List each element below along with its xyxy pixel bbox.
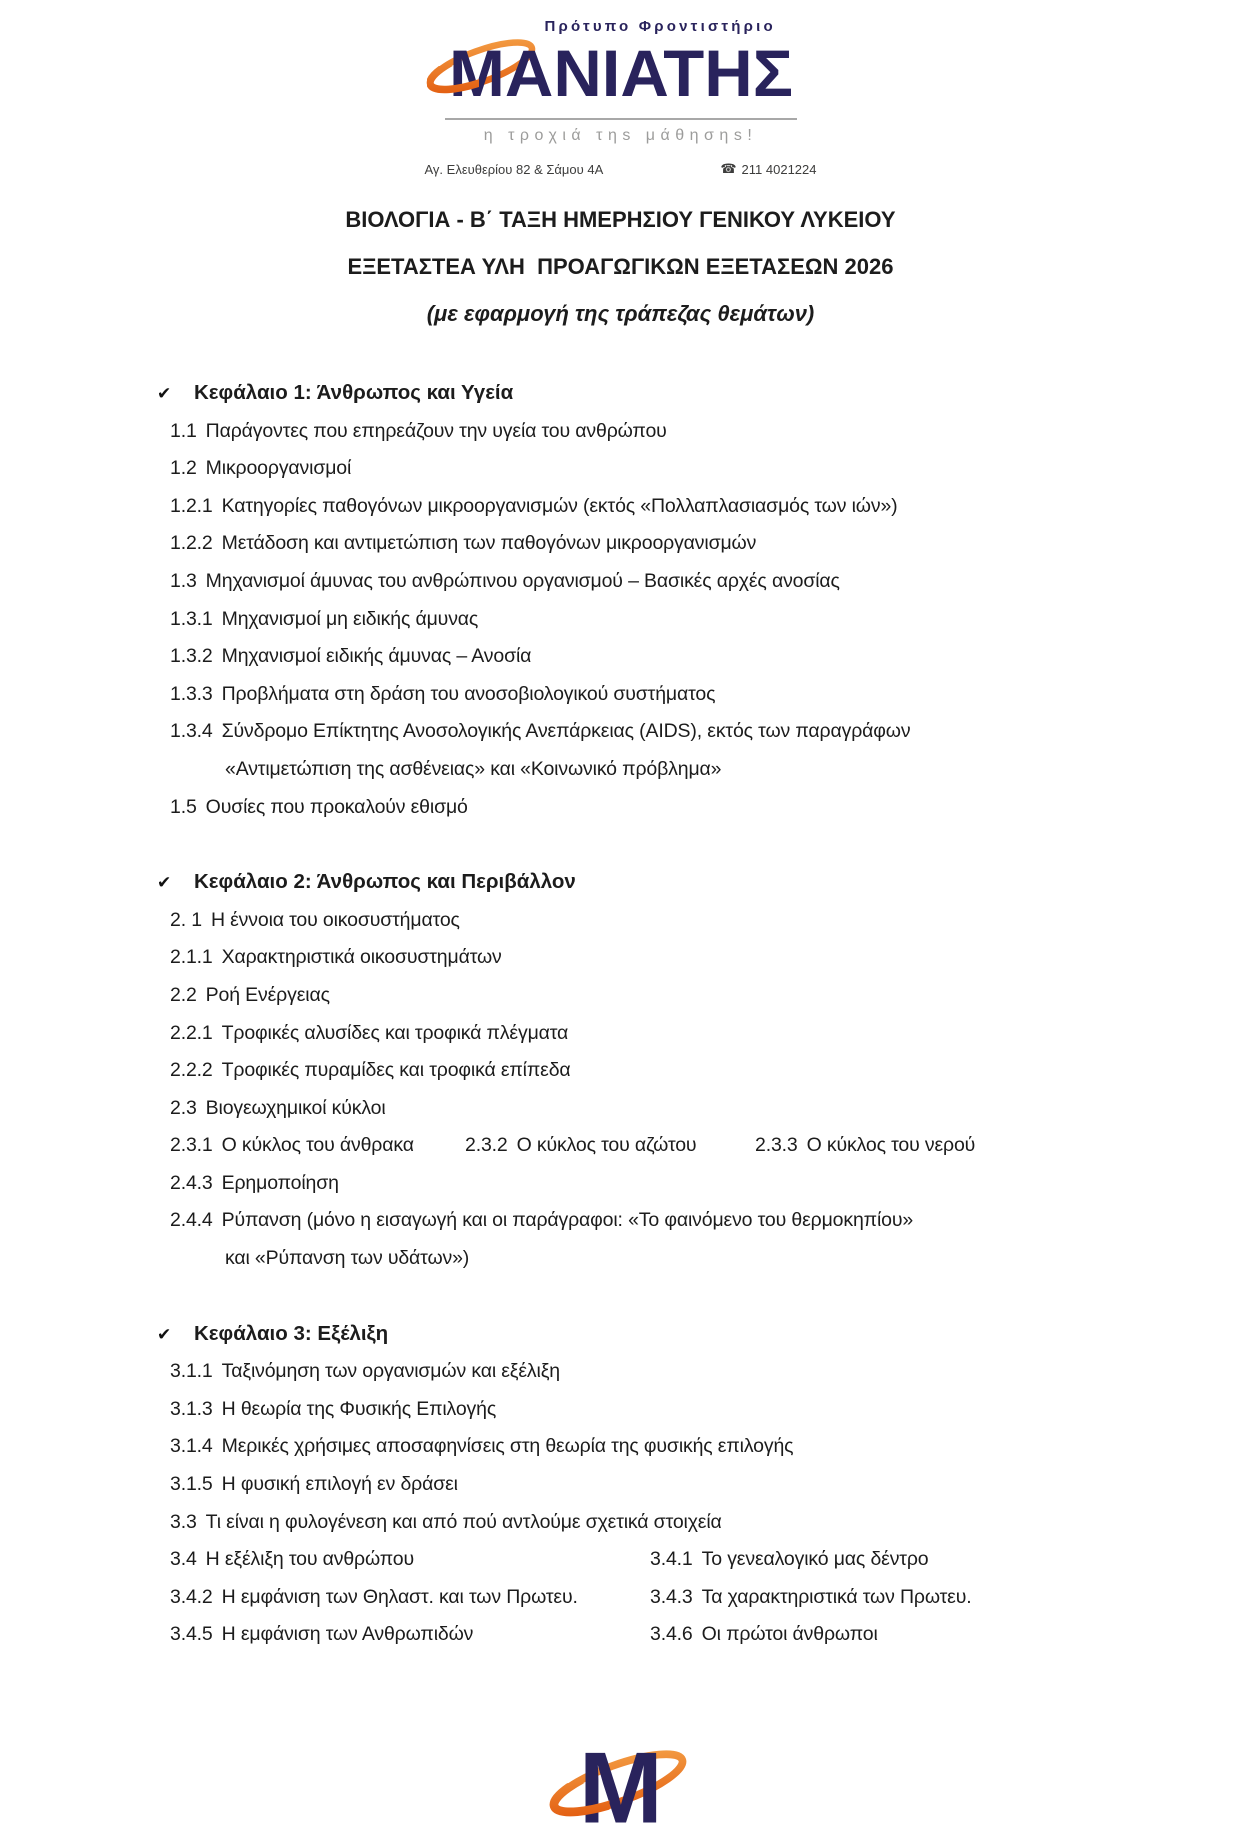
item-text: Οι πρώτοι άνθρωποι (701, 1623, 878, 1646)
item-number: 2.3.3 (755, 1134, 798, 1157)
syllabus-item (170, 1127, 465, 1165)
syllabus-item (170, 1052, 571, 1090)
syllabus-item (170, 1616, 650, 1654)
item-number: 3.1.1 (170, 1360, 213, 1383)
phone-icon: ☎ (720, 161, 737, 176)
item-number: 2.1.1 (170, 946, 213, 969)
chapters (157, 374, 1241, 1654)
item-number: 2.4.4 (170, 1209, 213, 1232)
syllabus-row (170, 977, 1241, 1015)
footer-monogram-letter: Μ (578, 1732, 663, 1838)
item-text: Η εμφάνιση των Θηλαστ. και των Πρωτευ. (221, 1585, 578, 1608)
item-text: Η θεωρία της Φυσικής Επιλογής (221, 1397, 497, 1420)
syllabus-item (170, 450, 351, 488)
item-number: 3.4.5 (170, 1623, 213, 1646)
item-number: 2.3 (170, 1096, 197, 1119)
checkmark-icon: ✔ (157, 384, 172, 403)
item-text: Τροφικές αλυσίδες και τροφικά πλέγματα (221, 1021, 569, 1044)
syllabus-item (170, 638, 531, 676)
syllabus-item (170, 676, 715, 714)
syllabus-row (170, 676, 1241, 714)
item-number: 3.4.3 (650, 1585, 693, 1608)
syllabus-item (170, 1391, 496, 1429)
chapter-title: Κεφάλαιο 3: Εξέλιξη (194, 1321, 389, 1345)
item-text: Η εξέλιξη του ανθρώπου (205, 1548, 415, 1571)
item-number: 3.4.6 (650, 1623, 693, 1646)
syllabus-row (170, 1052, 1241, 1090)
logo-main (441, 16, 801, 116)
item-text: Ο κύκλος του άνθρακα (221, 1134, 414, 1157)
chapter-section (157, 863, 1241, 1278)
syllabus-row (170, 413, 1241, 451)
chapter-section (157, 1315, 1241, 1654)
item-number: 1.3 (170, 569, 197, 592)
checkmark-icon: ✔ (157, 873, 172, 893)
document-titles (0, 207, 1241, 327)
phone-block (720, 161, 816, 177)
syllabus-item (170, 1165, 339, 1203)
syllabus-row (170, 939, 1241, 977)
syllabus-row (170, 1541, 1241, 1579)
syllabus-item (170, 977, 330, 1015)
item-text: Ο κύκλος του αζώτου (516, 1134, 697, 1157)
phone-number: 211 4021224 (741, 161, 817, 177)
syllabus-item (225, 1240, 469, 1278)
brand-tagline: η τροχιά τηs μάθησηs! (483, 127, 758, 144)
item-number: 3.4.1 (650, 1548, 693, 1571)
contact-row (425, 161, 817, 177)
item-text: Μικροοργανισμοί (205, 457, 352, 480)
item-text: Ο κύκλος του νερού (806, 1134, 976, 1157)
syllabus-item (170, 1466, 458, 1504)
syllabus-row (170, 1127, 1241, 1165)
syllabus-row (170, 1202, 1241, 1240)
item-number: 2.2 (170, 983, 197, 1006)
item-text: Χαρακτηριστικά οικοσυστημάτων (221, 946, 502, 969)
footer-logo (0, 1726, 1241, 1838)
item-number: 1.1 (170, 419, 197, 442)
item-text: Ουσίες που προκαλούν εθισμό (205, 795, 468, 818)
item-text: Τροφικές πυραμίδες και τροφικά επίπεδα (221, 1059, 571, 1082)
address-text: Αγ. Ελευθερίου 82 & Σάμου 4Α (424, 161, 604, 177)
syllabus-item (170, 413, 667, 451)
item-text: Μετάδοση και αντιμετώπιση των παθογόνων μικροοργανισμών (221, 532, 757, 555)
doc-title-exam: ΕΞΕΤΑΣΤΕΑ ΥΛΗ ΠΡΟΑΓΩΓΙΚΩΝ ΕΞΕΤΑΣΕΩΝ 2026 (347, 254, 894, 279)
syllabus-item (170, 1015, 568, 1053)
item-number: 1.2.2 (170, 532, 213, 555)
syllabus-row (170, 488, 1241, 526)
syllabus-row (170, 1466, 1241, 1504)
syllabus-row (170, 525, 1241, 563)
item-text: Κατηγορίες παθογόνων μικροοργανισμών (εκτός «Πολλαπλασιασμός των ιών») (221, 494, 898, 517)
item-text: Προβλήματα στη δράση του ανοσοβιολογικού συστήματος (221, 682, 716, 705)
syllabus-row (170, 1428, 1241, 1466)
item-text: Μερικές χρήσιμες αποσαφηνίσεις στη θεωρία της φυσικής επιλογής (221, 1435, 794, 1458)
item-number: 2. 1 (170, 908, 202, 931)
item-text: Η εμφάνιση των Ανθρωπιδών (221, 1623, 474, 1646)
checkmark-icon: ✔ (157, 1324, 172, 1344)
syllabus-row (170, 1090, 1241, 1128)
item-text: Μηχανισμοί μη ειδικής άμυνας (221, 607, 479, 630)
chapter-heading (157, 863, 1241, 902)
syllabus-item (170, 713, 910, 751)
syllabus-row (170, 713, 1241, 751)
syllabus-item (170, 488, 897, 526)
syllabus-item (170, 1504, 722, 1542)
item-text: Ερημοποίηση (221, 1171, 339, 1194)
item-number: 1.3.1 (170, 607, 213, 630)
syllabus-item (170, 789, 468, 827)
syllabus-item (170, 525, 756, 563)
syllabus-row (170, 1240, 1241, 1278)
syllabus-item (755, 1127, 975, 1165)
brand-subtitle: Πρότυπο Φροντιστήριο (544, 18, 776, 35)
item-number: 2.2.1 (170, 1021, 213, 1044)
syllabus-row (170, 601, 1241, 639)
syllabus-row (170, 563, 1241, 601)
syllabus-item (170, 939, 502, 977)
item-number: 3.1.3 (170, 1397, 213, 1420)
item-text: Μηχανισμοί άμυνας του ανθρώπινου οργανισμού – Βασικές αρχές ανοσίας (205, 569, 840, 592)
item-text: Τι είναι η φυλογένεση και από πού αντλούμε σχετικά στοιχεία (205, 1510, 722, 1533)
footer-monogram-icon (541, 1726, 701, 1838)
item-number: 1.2.1 (170, 494, 213, 517)
syllabus-item (170, 1202, 913, 1240)
syllabus-item (650, 1616, 878, 1654)
syllabus-row (170, 1015, 1241, 1053)
item-number: 3.4.2 (170, 1585, 213, 1608)
item-text: Ρύπανση (μόνο η εισαγωγή και οι παράγραφοι: «Το φαινόμενο του θερμοκηπίου» (221, 1209, 914, 1232)
chapter-heading (157, 1315, 1241, 1354)
logo-divider (445, 118, 797, 120)
item-number: 1.5 (170, 795, 197, 818)
syllabus-row (170, 1353, 1241, 1391)
syllabus-item (170, 1353, 560, 1391)
item-text: Βιογεωχημικοί κύκλοι (205, 1096, 386, 1119)
syllabus-row (170, 1504, 1241, 1542)
item-text: Μηχανισμοί ειδικής άμυνας – Ανοσία (221, 645, 532, 668)
item-text: Το γενεαλογικό μας δέντρο (701, 1548, 929, 1571)
item-number: 3.4 (170, 1548, 197, 1571)
item-text: Η έννοια του οικοσυστήματος (210, 908, 460, 931)
doc-title-subject: ΒΙΟΛΟΓΙΑ - Β΄ ΤΑΞΗ ΗΜΕΡΗΣΙΟΥ ΓΕΝΙΚΟΥ ΛΥΚΕΙΟΥ (345, 207, 896, 232)
item-number: 1.2 (170, 457, 197, 480)
chapter-title: Κεφάλαιο 2: Άνθρωπος και Περιβάλλον (194, 870, 576, 894)
syllabus-row (170, 1165, 1241, 1203)
chapter-heading (157, 374, 1241, 413)
syllabus-item (465, 1127, 755, 1165)
item-text: «Αντιμετώπιση της ασθένειας» και «Κοινωνικό πρόβλημα» (225, 757, 722, 780)
syllabus-item (170, 1090, 386, 1128)
syllabus-item (650, 1579, 972, 1617)
syllabus-item (225, 751, 721, 789)
syllabus-row (170, 902, 1241, 940)
item-text: Ροή Ενέργειας (205, 983, 330, 1006)
syllabus-item (170, 1541, 650, 1579)
syllabus-row (170, 789, 1241, 827)
syllabus-item (170, 601, 478, 639)
item-number: 1.3.3 (170, 682, 213, 705)
syllabus-item (650, 1541, 929, 1579)
syllabus-row (170, 1579, 1241, 1617)
item-text: Παράγοντες που επηρεάζουν την υγεία του ανθρώπου (205, 419, 667, 442)
item-number: 2.3.1 (170, 1134, 213, 1157)
chapter-section (157, 374, 1241, 826)
item-text: Ταξινόμηση των οργανισμών και εξέλιξη (221, 1360, 560, 1383)
doc-title-note: (με εφαρμογή της τράπεζας θεμάτων) (426, 301, 815, 326)
syllabus-item (170, 1428, 793, 1466)
syllabus-row (170, 450, 1241, 488)
document-page (0, 16, 1241, 1838)
item-number: 3.3 (170, 1510, 197, 1533)
school-logo (411, 16, 831, 177)
item-text: Η φυσική επιλογή εν δράσει (221, 1473, 458, 1496)
brand-name: ΜΑΝΙΑΤΗΣ (448, 36, 793, 110)
item-number: 3.1.5 (170, 1473, 213, 1496)
syllabus-row (170, 751, 1241, 789)
item-text: και «Ρύπανση των υδάτων») (225, 1247, 470, 1270)
syllabus-item (170, 1579, 650, 1617)
item-number: 1.3.2 (170, 645, 213, 668)
item-number: 3.1.4 (170, 1435, 213, 1458)
item-number: 2.2.2 (170, 1059, 213, 1082)
syllabus-row (170, 1391, 1241, 1429)
syllabus-item (170, 902, 460, 940)
item-number: 1.3.4 (170, 720, 213, 743)
item-text: Τα χαρακτηριστικά των Πρωτευ. (701, 1585, 972, 1608)
syllabus-item (170, 563, 840, 601)
item-text: Σύνδρομο Επίκτητης Ανοσολογικής Ανεπάρκειας (AIDS), εκτός των παραγράφων (221, 720, 911, 743)
item-number: 2.4.3 (170, 1171, 213, 1194)
syllabus-row (170, 1616, 1241, 1654)
item-number: 2.3.2 (465, 1134, 508, 1157)
chapter-title: Κεφάλαιο 1: Άνθρωπος και Υγεία (194, 381, 514, 404)
syllabus-row (170, 638, 1241, 676)
